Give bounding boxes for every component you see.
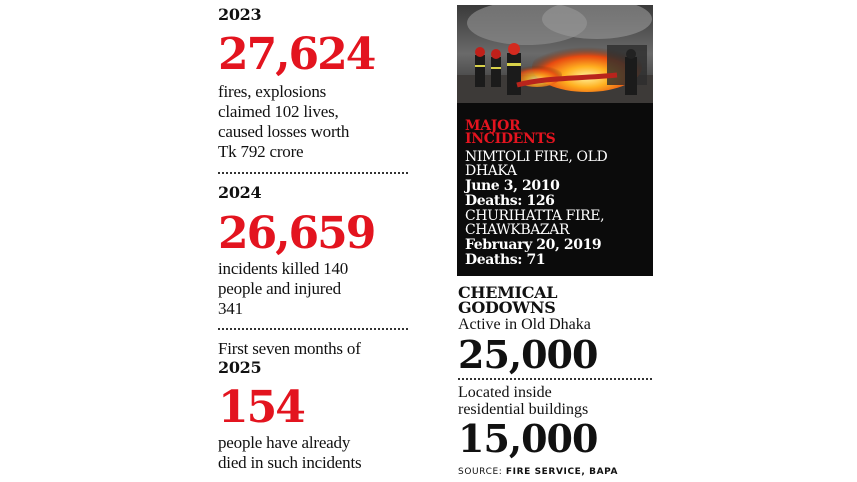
chemical-heading-line2: GODOWNS — [458, 298, 556, 317]
major-incidents-heading-line1: MAJOR — [465, 118, 521, 134]
stat-value-2025: 154 — [218, 382, 304, 433]
incident-1-deaths: Deaths: 126 — [465, 193, 555, 209]
desc-line: people and injured — [218, 279, 341, 298]
desc-line: people have already — [218, 433, 351, 452]
desc-line: 341 — [218, 299, 243, 318]
divider — [218, 172, 408, 174]
desc-line: died in such incidents — [218, 453, 362, 472]
incident-1-name-line2: DHAKA — [465, 163, 517, 179]
residential-label-line2: residential buildings — [458, 401, 589, 418]
source-text: FIRE SERVICE, BAPA — [505, 467, 619, 477]
chemical-heading-line1: CHEMICAL — [458, 283, 558, 302]
firefighters-image — [457, 5, 653, 103]
year-2025: 2025 — [218, 358, 262, 377]
desc-line: incidents killed 140 — [218, 259, 349, 278]
residential-value: 15,000 — [458, 416, 598, 461]
incident-1-date: June 3, 2010 — [465, 178, 560, 194]
incident-1-name-line1: NIMTOLI FIRE, OLD — [465, 149, 608, 165]
year-2024: 2024 — [218, 183, 262, 202]
desc-line: fires, explosions — [218, 82, 327, 101]
active-label: Active in Old Dhaka — [458, 316, 591, 333]
source-label: SOURCE: — [458, 467, 503, 477]
incident-2-name-line1: CHURIHATTA FIRE, — [465, 208, 605, 224]
divider — [218, 328, 408, 330]
incident-2-date: February 20, 2019 — [465, 237, 602, 253]
stat-value-2023: 27,624 — [218, 29, 375, 80]
residential-label-line1: Located inside — [458, 384, 552, 401]
source-credit — [458, 467, 618, 477]
incident-2-name-line2: CHAWKBAZAR — [465, 222, 570, 238]
stat-desc-2025 — [218, 433, 361, 473]
stat-desc-2023 — [218, 82, 349, 162]
divider — [458, 378, 652, 380]
major-incidents-panel — [457, 103, 653, 276]
fire-photo — [457, 5, 653, 103]
major-incidents-heading-line2: INCIDENTS — [465, 131, 556, 147]
stat-desc-2024 — [218, 259, 348, 319]
desc-line: Tk 792 crore — [218, 142, 304, 161]
incident-2-deaths: Deaths: 71 — [465, 252, 546, 268]
stat-prefix-2025: First seven months of — [218, 339, 361, 358]
year-2023: 2023 — [218, 5, 262, 24]
active-value: 25,000 — [458, 332, 598, 377]
desc-line: caused losses worth — [218, 122, 350, 141]
desc-line: claimed 102 lives, — [218, 102, 339, 121]
stat-value-2024: 26,659 — [218, 208, 375, 259]
